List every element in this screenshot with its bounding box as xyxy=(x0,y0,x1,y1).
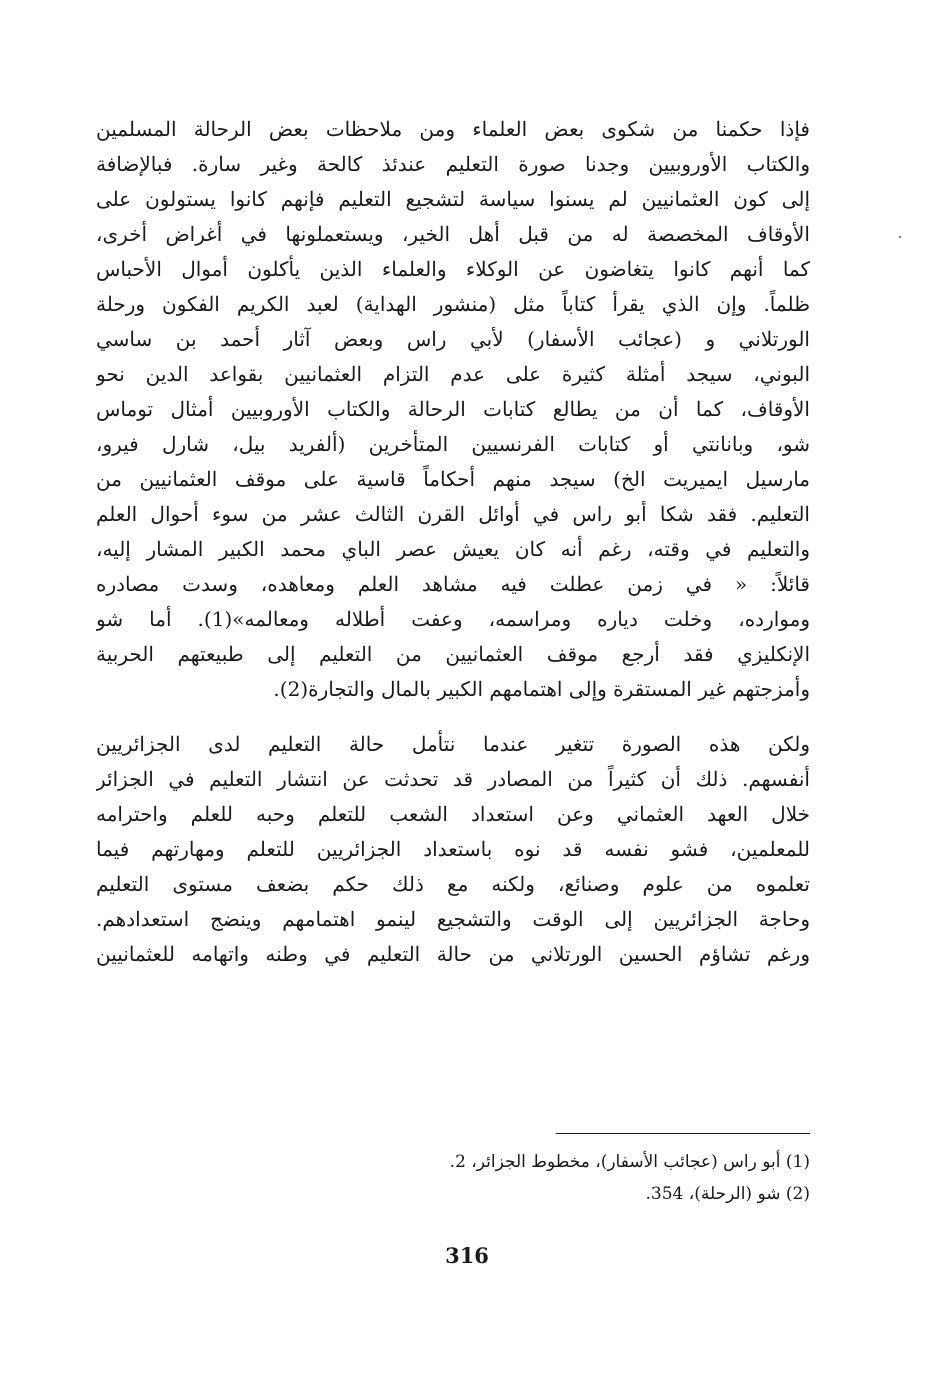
paragraph-2 xyxy=(96,727,810,972)
text-line: الورتلاني و (عجائب الأسفار) لأبي راس وبعض آثار أحمد بن ساسي xyxy=(96,327,810,351)
text-line: ولكن هذه الصورة تتغير عندما نتأمل حالة التعليم لدى الجزائريين xyxy=(96,732,810,756)
text-line: وأمزجتهم غير المستقرة وإلى اهتمامهم الكبير بالمال والتجارة(2). xyxy=(273,677,810,701)
text-line: قائلاً: « في زمن عطلت فيه مشاهد العلم ومعاهده، وسدت مصادره xyxy=(96,572,810,596)
text-line: تعلموه من علوم وصنائع، ولكنه مع ذلك حكم بضعف مستوى التعليم xyxy=(96,872,810,896)
footnote-1: (1) أبو راس (عجائب الأسفار)، مخطوط الجزائر، 2. xyxy=(449,1152,810,1172)
text-line: فإذا حكمنا من شكوى بعض العلماء ومن ملاحظات بعض الرحالة المسلمين xyxy=(96,117,810,141)
text-line: الأوقاف، كما أن من يطالع كتابات الرحالة والكتاب الأوروبيين أمثال توماس xyxy=(96,397,810,421)
text-line: وموارده، وخلت دياره ومراسمه، وعفت أطلاله ومعالمه»(1). أما شو xyxy=(96,607,810,631)
footnote-2: (2) شو (الرحلة)، 354. xyxy=(645,1184,810,1204)
text-line: ظلماً. وإن الذي يقرأ كتاباً مثل (منشور الهداية) لعبد الكريم الفكون ورحلة xyxy=(96,292,810,316)
text-line: خلال العهد العثماني وعن استعداد الشعب للتعلم وحبه للعلم واحترامه xyxy=(96,802,810,826)
text-line: إلى كون العثمانيين لم يسنوا سياسة لتشجيع التعليم فإنهم كانوا يستولون على xyxy=(96,187,810,211)
page-number: 316 xyxy=(445,1243,489,1268)
paragraph-spacer xyxy=(96,707,810,727)
text-line: وحاجة الجزائريين إلى الوقت والتشجيع لينمو اهتمامهم وينضج استعدادهم. xyxy=(96,907,810,931)
text-line: الإنكليزي فقد أرجع موقف العثمانيين من التعليم إلى طبيعتهم الحربية xyxy=(96,642,810,666)
text-line: أنفسهم. ذلك أن كثيراً من المصادر قد تحدثت عن انتشار التعليم في الجزائر xyxy=(96,767,810,791)
paragraph-1 xyxy=(96,112,810,707)
text-line: ورغم تشاؤم الحسين الورتلاني من حالة التعليم في وطنه واتهامه للعثمانيين xyxy=(96,942,810,966)
text-line: شو، وبانانتي أو كتابات الفرنسيين المتأخرين (ألفريد بيل، شارل فيرو، xyxy=(96,432,810,456)
text-line: التعليم. فقد شكا أبو راس في أوائل القرن الثالث عشر من سوء أحوال العلم xyxy=(96,502,810,526)
footnotes xyxy=(96,1146,810,1210)
text-line: والكتاب الأوروبيين وجدنا صورة التعليم عندئذ كالحة وغير سارة. فبالإضافة xyxy=(96,152,810,176)
text-line: البوني، سيجد أمثلة كثيرة على عدم التزام العثمانيين بقواعد الدين نحو xyxy=(96,362,810,386)
text-line: كما أنهم كانوا يتغاضون عن الوكلاء والعلماء الذين يأكلون أموال الأحباس xyxy=(96,257,810,281)
text-line: الأوقاف المخصصة له من قبل أهل الخير، ويستعملونها في أغراض أخرى، xyxy=(96,222,810,246)
body-text xyxy=(96,112,810,972)
text-line: للمعلمين، فشو نفسه قد نوه باستعداد الجزائريين للتعلم ومهارتهم فيما xyxy=(96,837,810,861)
margin-mark xyxy=(899,236,901,238)
text-line: والتعليم في وقته، رغم أنه كان يعيش عصر الباي محمد الكبير المشار إليه، xyxy=(96,537,810,561)
text-line: مارسيل ايميريت الخ) سيجد منهم أحكاماً قاسية على موقف العثمانيين من xyxy=(96,467,810,491)
footnote-separator xyxy=(556,1133,810,1134)
